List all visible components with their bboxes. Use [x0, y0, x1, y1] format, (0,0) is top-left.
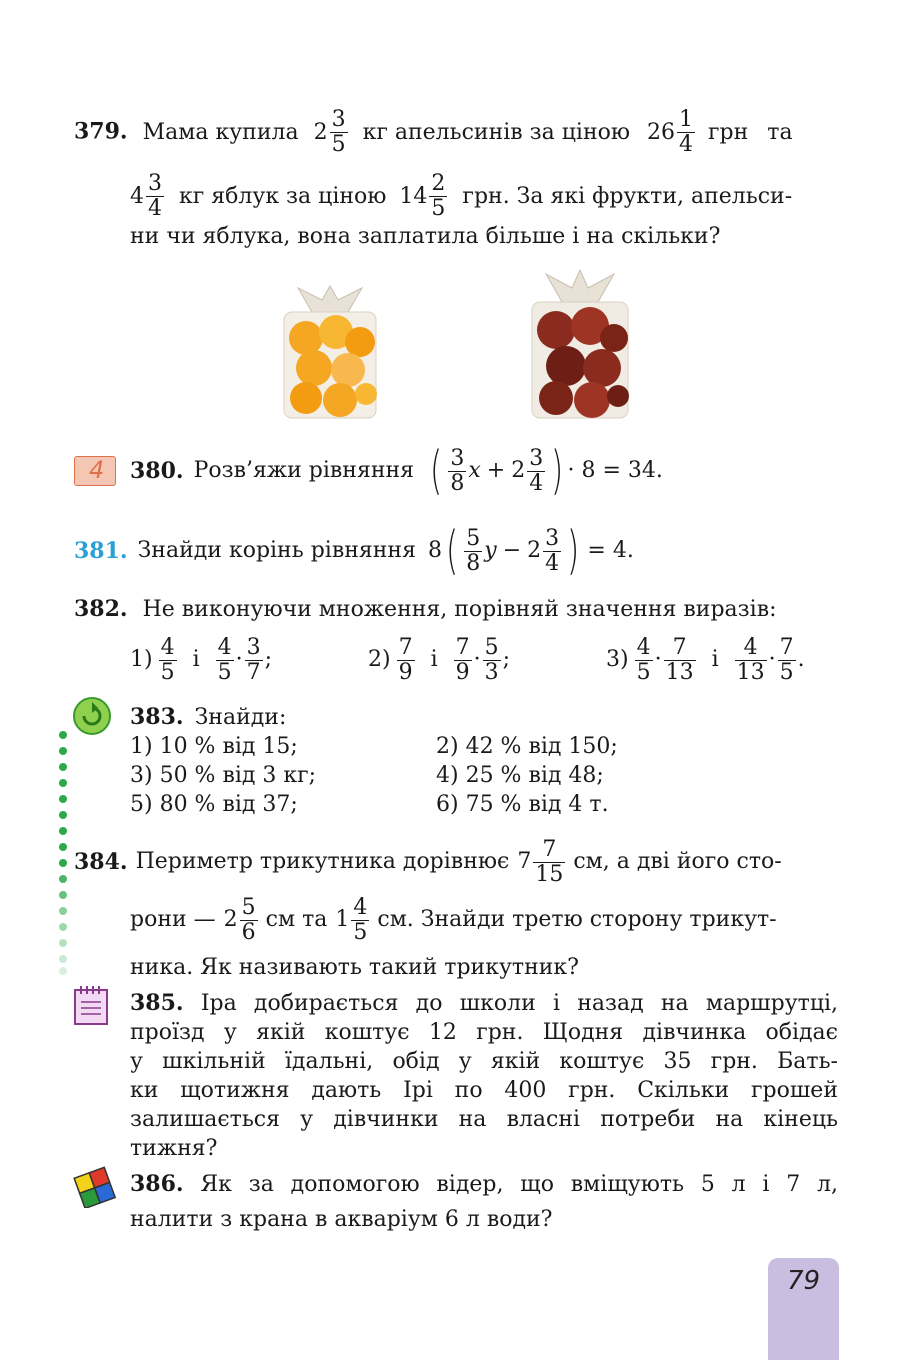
text: рони —: [130, 907, 216, 932]
p380-line: [130, 436, 663, 506]
mixed-number: 4 $\frac{3}{4}$: [130, 171, 162, 221]
p385-last-line: тижня?: [130, 1136, 218, 1161]
text: Знайди корінь рівняння: [137, 538, 416, 563]
oranges-bag-icon: [278, 282, 382, 422]
p379-line1: [74, 108, 793, 157]
p382-expr-1: 1) $\frac{4}{5}$ і $\frac{4}{5}$ · $\frac{3}{7}$ ;: [130, 634, 273, 685]
p385-line: залишається у дівчинки на власні потреби на кінець: [130, 1107, 838, 1132]
p383-item: 4) 25 % від 48;: [436, 763, 604, 788]
p385-line: проїзд у якій коштує 12 грн. Щодня дівчинка обідає: [130, 1020, 838, 1045]
p382-line: [74, 594, 777, 625]
p379-line2: [130, 172, 792, 221]
problem-number: 382.: [74, 596, 128, 622]
problem-number: 383.: [130, 704, 184, 730]
problem-number: 384.: [74, 849, 128, 875]
problem-number: 379.: [74, 118, 128, 145]
mixed-number: 7 $\frac{7}{15}$: [517, 836, 564, 887]
equation: ( $\frac{3}{8}$ x + 2 $\frac{3}{4}$ ) · 8 = 34.: [430, 441, 663, 501]
p385-line1: 385. Іра добирається до школи і назад на маршрутці,: [130, 990, 838, 1016]
notebook-icon: [72, 984, 110, 1026]
apples-bag-icon: [526, 268, 634, 422]
p379-line3: ни чи яблука, вона заплатила більше і на скільки?: [130, 224, 721, 249]
text: см та: [265, 907, 328, 932]
p383-item: 6) 75 % від 4 т.: [436, 792, 609, 817]
text: Знайди:: [194, 705, 287, 730]
mixed-number: 14 $\frac{2}{5}$: [399, 171, 446, 221]
problem-number: 381.: [74, 538, 128, 564]
mixed-number: 2 $\frac{5}{6}$: [223, 894, 256, 945]
p382-expr-2: 2) $\frac{7}{9}$ і $\frac{7}{9}$ · $\frac{5}{3}$ ;: [368, 634, 511, 685]
problem-number: 380.: [130, 458, 184, 484]
mixed-number: 1 $\frac{4}{5}$: [335, 894, 368, 945]
p381-line: [74, 516, 634, 586]
rubiks-cube-icon: [72, 1164, 116, 1208]
repeat-icon: [72, 696, 112, 736]
text: Розв’яжи рівняння: [193, 458, 415, 483]
text: Мама купила: [142, 119, 299, 145]
text: Периметр трикутника дорівнює: [135, 849, 510, 874]
text: см. Знайди третю сторону трикут-: [377, 907, 777, 932]
p386-line1: 386. Як за допомогою відер, що вміщують 5 л і 7 л,: [130, 1171, 839, 1197]
level-badge: 4: [74, 456, 116, 486]
p385-line: ки щотижня дають Ірі по 400 грн. Скільки грошей: [130, 1078, 838, 1103]
p384-line1: [74, 834, 782, 890]
p383-item: 3) 50 % від 3 кг;: [130, 763, 317, 788]
p385-line: у шкільній їдальні, обід у якій коштує 35 грн. Бать-: [130, 1049, 838, 1074]
text: см, а дві його сто-: [573, 849, 782, 874]
text: грн та: [708, 119, 793, 145]
p383-item: 1) 10 % від 15;: [130, 734, 298, 759]
p385-text: [130, 989, 838, 1163]
page-number: 79: [786, 1266, 821, 1296]
p383-item: 2) 42 % від 150;: [436, 734, 618, 759]
p383-item: 5) 80 % від 37;: [130, 792, 298, 817]
p386-text: [130, 1170, 838, 1199]
text: Не виконуючи множення, порівняй значення виразів:: [142, 597, 777, 622]
mixed-number: 26 $\frac{1}{4}$: [647, 107, 694, 157]
equation: 8 ( $\frac{5}{8}$ y − 2 $\frac{3}{4}$ ) = 4.: [427, 521, 634, 581]
p384-line3: ника. Як називають такий трикутник?: [130, 955, 579, 980]
page-number-tab: [768, 1258, 839, 1360]
text: кг апельсинів за ціною: [362, 119, 631, 145]
p383-line: [130, 702, 286, 733]
mixed-number: 2 $\frac{3}{5}$: [313, 107, 346, 157]
p382-expr-3: 3) $\frac{4}{5}$ · $\frac{7}{13}$ і $\frac{4}{13}$ · $\frac{7}{5}$ .: [606, 634, 805, 685]
p386-line2: налити з крана в акваріум 6 л води?: [130, 1207, 553, 1232]
p384-line2: [130, 890, 777, 950]
text: грн. За які фрукти, апельси-: [462, 183, 793, 209]
text: кг яблук за ціною: [179, 183, 387, 209]
